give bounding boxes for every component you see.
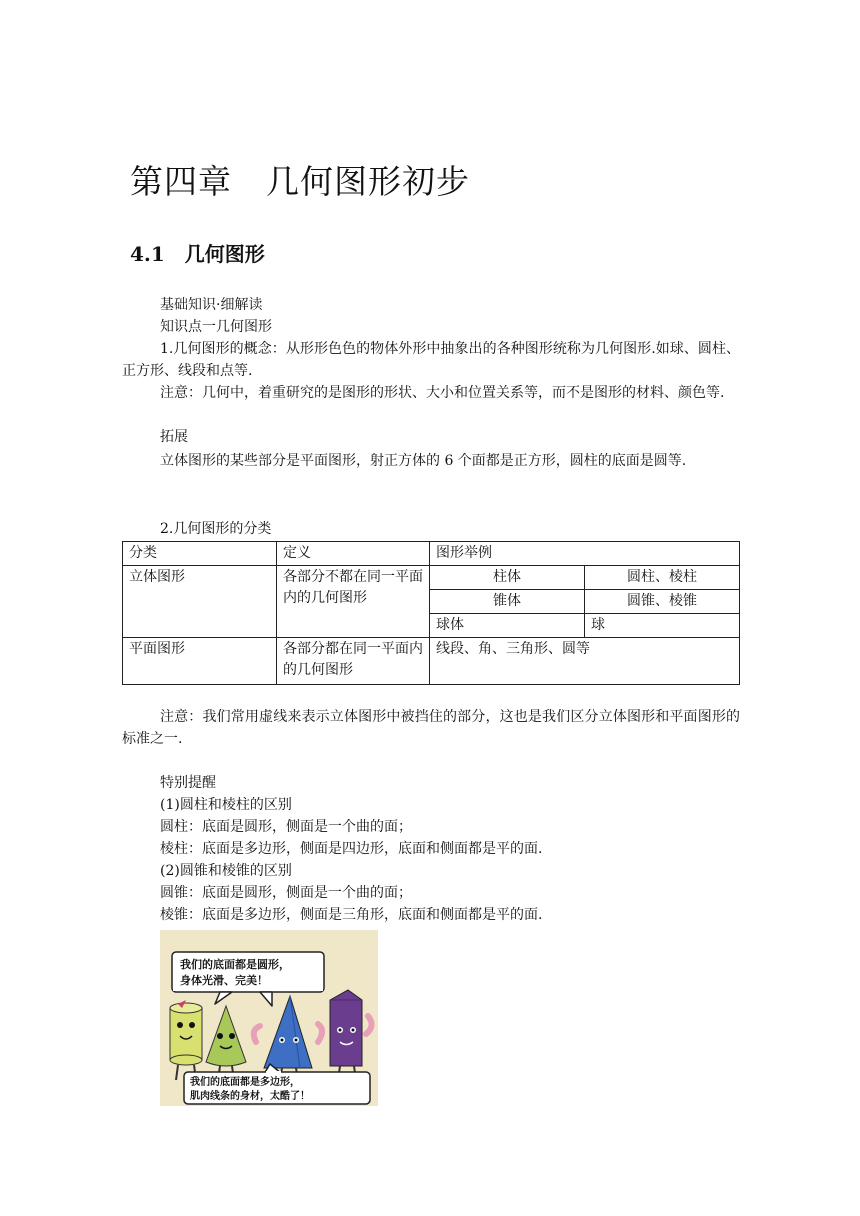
classification-title: 2.几何图形的分类 — [160, 521, 272, 537]
bubble-top-line2: 身体光滑、完美！ — [180, 974, 268, 987]
reminder-line: 圆柱：底面是圆形，侧面是一个曲的面； — [160, 819, 412, 835]
cell-plane-definition: 各部分都在同一平面内的几何图形 — [277, 638, 430, 685]
paragraph-note: 注意：几何中，着重研究的是图形的形状、大小和位置关系等，而不是图形的材料、颜色等. — [160, 385, 725, 401]
header-category: 分类 — [123, 542, 277, 566]
cell-sphere-items: 球 — [585, 614, 740, 638]
table-header-row — [123, 542, 740, 566]
header-definition: 定义 — [277, 542, 430, 566]
classification-table — [122, 541, 740, 685]
cell-cone-kind: 锥体 — [430, 590, 585, 614]
table-row — [123, 566, 740, 590]
reminder-line: 棱锥：底面是多边形，侧面是三角形，底面和侧面都是平的面. — [160, 907, 543, 923]
cell-plane-name: 平面图形 — [123, 638, 277, 685]
header-examples: 图形举例 — [430, 542, 740, 566]
cell-cone-items: 圆锥、棱锥 — [585, 590, 740, 614]
cell-prism-kind: 柱体 — [430, 566, 585, 590]
cartoon-svg — [160, 930, 378, 1106]
paragraph-dashed-note: 注意：我们常用虚线来表示立体图形中被挡住的部分，这也是我们区分立体图形和平面图形的标准之一. — [122, 709, 740, 747]
cell-plane-examples: 线段、角、三角形、圆等 — [430, 638, 740, 685]
paragraph-definition: 1.几何图形的概念：从形形色色的物体外形中抽象出的各种图形统称为几何图形.如球、圆柱、正方形、线段和点等. — [122, 341, 740, 379]
reminder-line: (1)圆柱和棱柱的区别 — [160, 797, 292, 813]
subheading-basics: 基础知识·细解读 — [160, 297, 263, 313]
cell-solid-name: 立体图形 — [123, 566, 277, 638]
cell-prism-items: 圆柱、棱柱 — [585, 566, 740, 590]
section-title: 4.1 几何图形 — [130, 242, 265, 266]
chapter-title: 第四章 几何图形初步 — [130, 162, 470, 201]
reminder-line: 棱柱：底面是多边形，侧面是四边形，底面和侧面都是平的面. — [160, 841, 543, 857]
bubble-bottom-line1: 我们的底面都是多边形， — [190, 1077, 300, 1088]
expand-text: 立体图形的某些部分是平面图形，射正方体的 6 个面都是正方形，圆柱的底面是圆等. — [160, 453, 687, 469]
bubble-bottom-line2: 肌肉线条的身材，太酷了！ — [190, 1091, 310, 1102]
reminder-line: (2)圆锥和棱锥的区别 — [160, 863, 292, 879]
reminder-title: 特别提醒 — [160, 775, 216, 791]
cartoon-illustration — [160, 930, 378, 1106]
subheading-knowledge-point: 知识点一几何图形 — [160, 319, 272, 335]
table-row — [123, 638, 740, 685]
cell-solid-definition: 各部分不都在同一平面内的几何图形 — [277, 566, 430, 638]
expand-label: 拓展 — [160, 429, 188, 445]
cell-sphere-kind: 球体 — [430, 614, 585, 638]
reminder-line: 圆锥：底面是圆形，侧面是一个曲的面； — [160, 885, 412, 901]
bubble-top-line1: 我们的底面都是圆形， — [180, 958, 290, 971]
